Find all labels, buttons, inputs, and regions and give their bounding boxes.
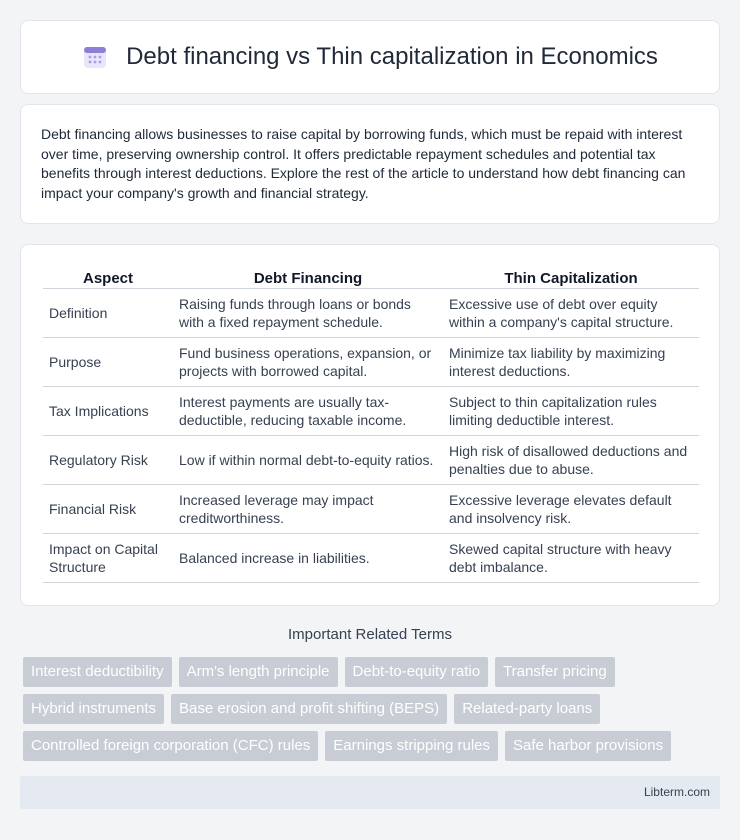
- related-terms-title: Important Related Terms: [288, 626, 452, 643]
- table-row: [43, 436, 699, 485]
- intro-text: Debt financing allows businesses to raise capital by borrowing funds, which must be repaid with interest over time, preserving ownership control. It offers predictable repayment schedules and potential tax benefits through interest deductions. Explore the rest of the article to understand how debt financing can impact your company's growth and financial strategy.: [41, 126, 686, 201]
- tag-row: [23, 731, 723, 761]
- tag-interest-deductibility[interactable]: Interest deductibility: [23, 657, 172, 687]
- calendar-icon: [82, 44, 108, 70]
- tag-arms-length-principle[interactable]: Arm's length principle: [179, 657, 338, 687]
- comparison-card: [20, 244, 720, 606]
- column-header-thin-capitalization: Thin Capitalization: [443, 267, 699, 289]
- row-thin-capitalization: Excessive leverage elevates default and insolvency risk.: [443, 485, 699, 534]
- tag-beps[interactable]: Base erosion and profit shifting (BEPS): [171, 694, 447, 724]
- row-debt-financing: Low if within normal debt-to-equity ratios.: [173, 436, 443, 485]
- row-aspect: Financial Risk: [43, 485, 173, 534]
- column-header-debt-financing: Debt Financing: [173, 267, 443, 289]
- row-aspect: Definition: [43, 289, 173, 338]
- tag-debt-to-equity-ratio[interactable]: Debt-to-equity ratio: [345, 657, 489, 687]
- header: [82, 43, 658, 71]
- page-title: Debt financing vs Thin capitalization in Economics: [126, 43, 658, 70]
- comparison-table: [43, 267, 699, 583]
- tag-related-party-loans[interactable]: Related-party loans: [454, 694, 600, 724]
- intro-card: [20, 104, 720, 224]
- tag-row: [23, 694, 723, 724]
- row-debt-financing: Raising funds through loans or bonds with a fixed repayment schedule.: [173, 289, 443, 338]
- tag-row: [23, 657, 723, 687]
- row-debt-financing: Balanced increase in liabilities.: [173, 534, 443, 583]
- related-terms: [23, 657, 723, 768]
- row-aspect: Purpose: [43, 338, 173, 387]
- table-row: [43, 338, 699, 387]
- row-thin-capitalization: Minimize tax liability by maximizing interest deductions.: [443, 338, 699, 387]
- tag-safe-harbor-provisions[interactable]: Safe harbor provisions: [505, 731, 671, 761]
- column-header-aspect: Aspect: [43, 267, 173, 289]
- tag-hybrid-instruments[interactable]: Hybrid instruments: [23, 694, 164, 724]
- row-aspect: Impact on Capital Structure: [43, 534, 173, 583]
- footer: [20, 776, 720, 809]
- row-thin-capitalization: Subject to thin capitalization rules limiting deductible interest.: [443, 387, 699, 436]
- row-aspect: Regulatory Risk: [43, 436, 173, 485]
- table-row: [43, 387, 699, 436]
- footer-link[interactable]: Libterm.com: [643, 785, 710, 799]
- tag-transfer-pricing[interactable]: Transfer pricing: [495, 657, 615, 687]
- row-thin-capitalization: Skewed capital structure with heavy debt imbalance.: [443, 534, 699, 583]
- row-debt-financing: Increased leverage may impact creditworthiness.: [173, 485, 443, 534]
- table-row: [43, 534, 699, 583]
- table-header-row: [43, 267, 699, 289]
- table-row: [43, 289, 699, 338]
- table-row: [43, 485, 699, 534]
- header-card: [20, 20, 720, 94]
- tag-cfc-rules[interactable]: Controlled foreign corporation (CFC) rules: [23, 731, 318, 761]
- row-thin-capitalization: Excessive use of debt over equity within a company's capital structure.: [443, 289, 699, 338]
- row-debt-financing: Fund business operations, expansion, or projects with borrowed capital.: [173, 338, 443, 387]
- row-aspect: Tax Implications: [43, 387, 173, 436]
- row-debt-financing: Interest payments are usually tax-deductible, reducing taxable income.: [173, 387, 443, 436]
- tag-earnings-stripping-rules[interactable]: Earnings stripping rules: [325, 731, 498, 761]
- row-thin-capitalization: High risk of disallowed deductions and penalties due to abuse.: [443, 436, 699, 485]
